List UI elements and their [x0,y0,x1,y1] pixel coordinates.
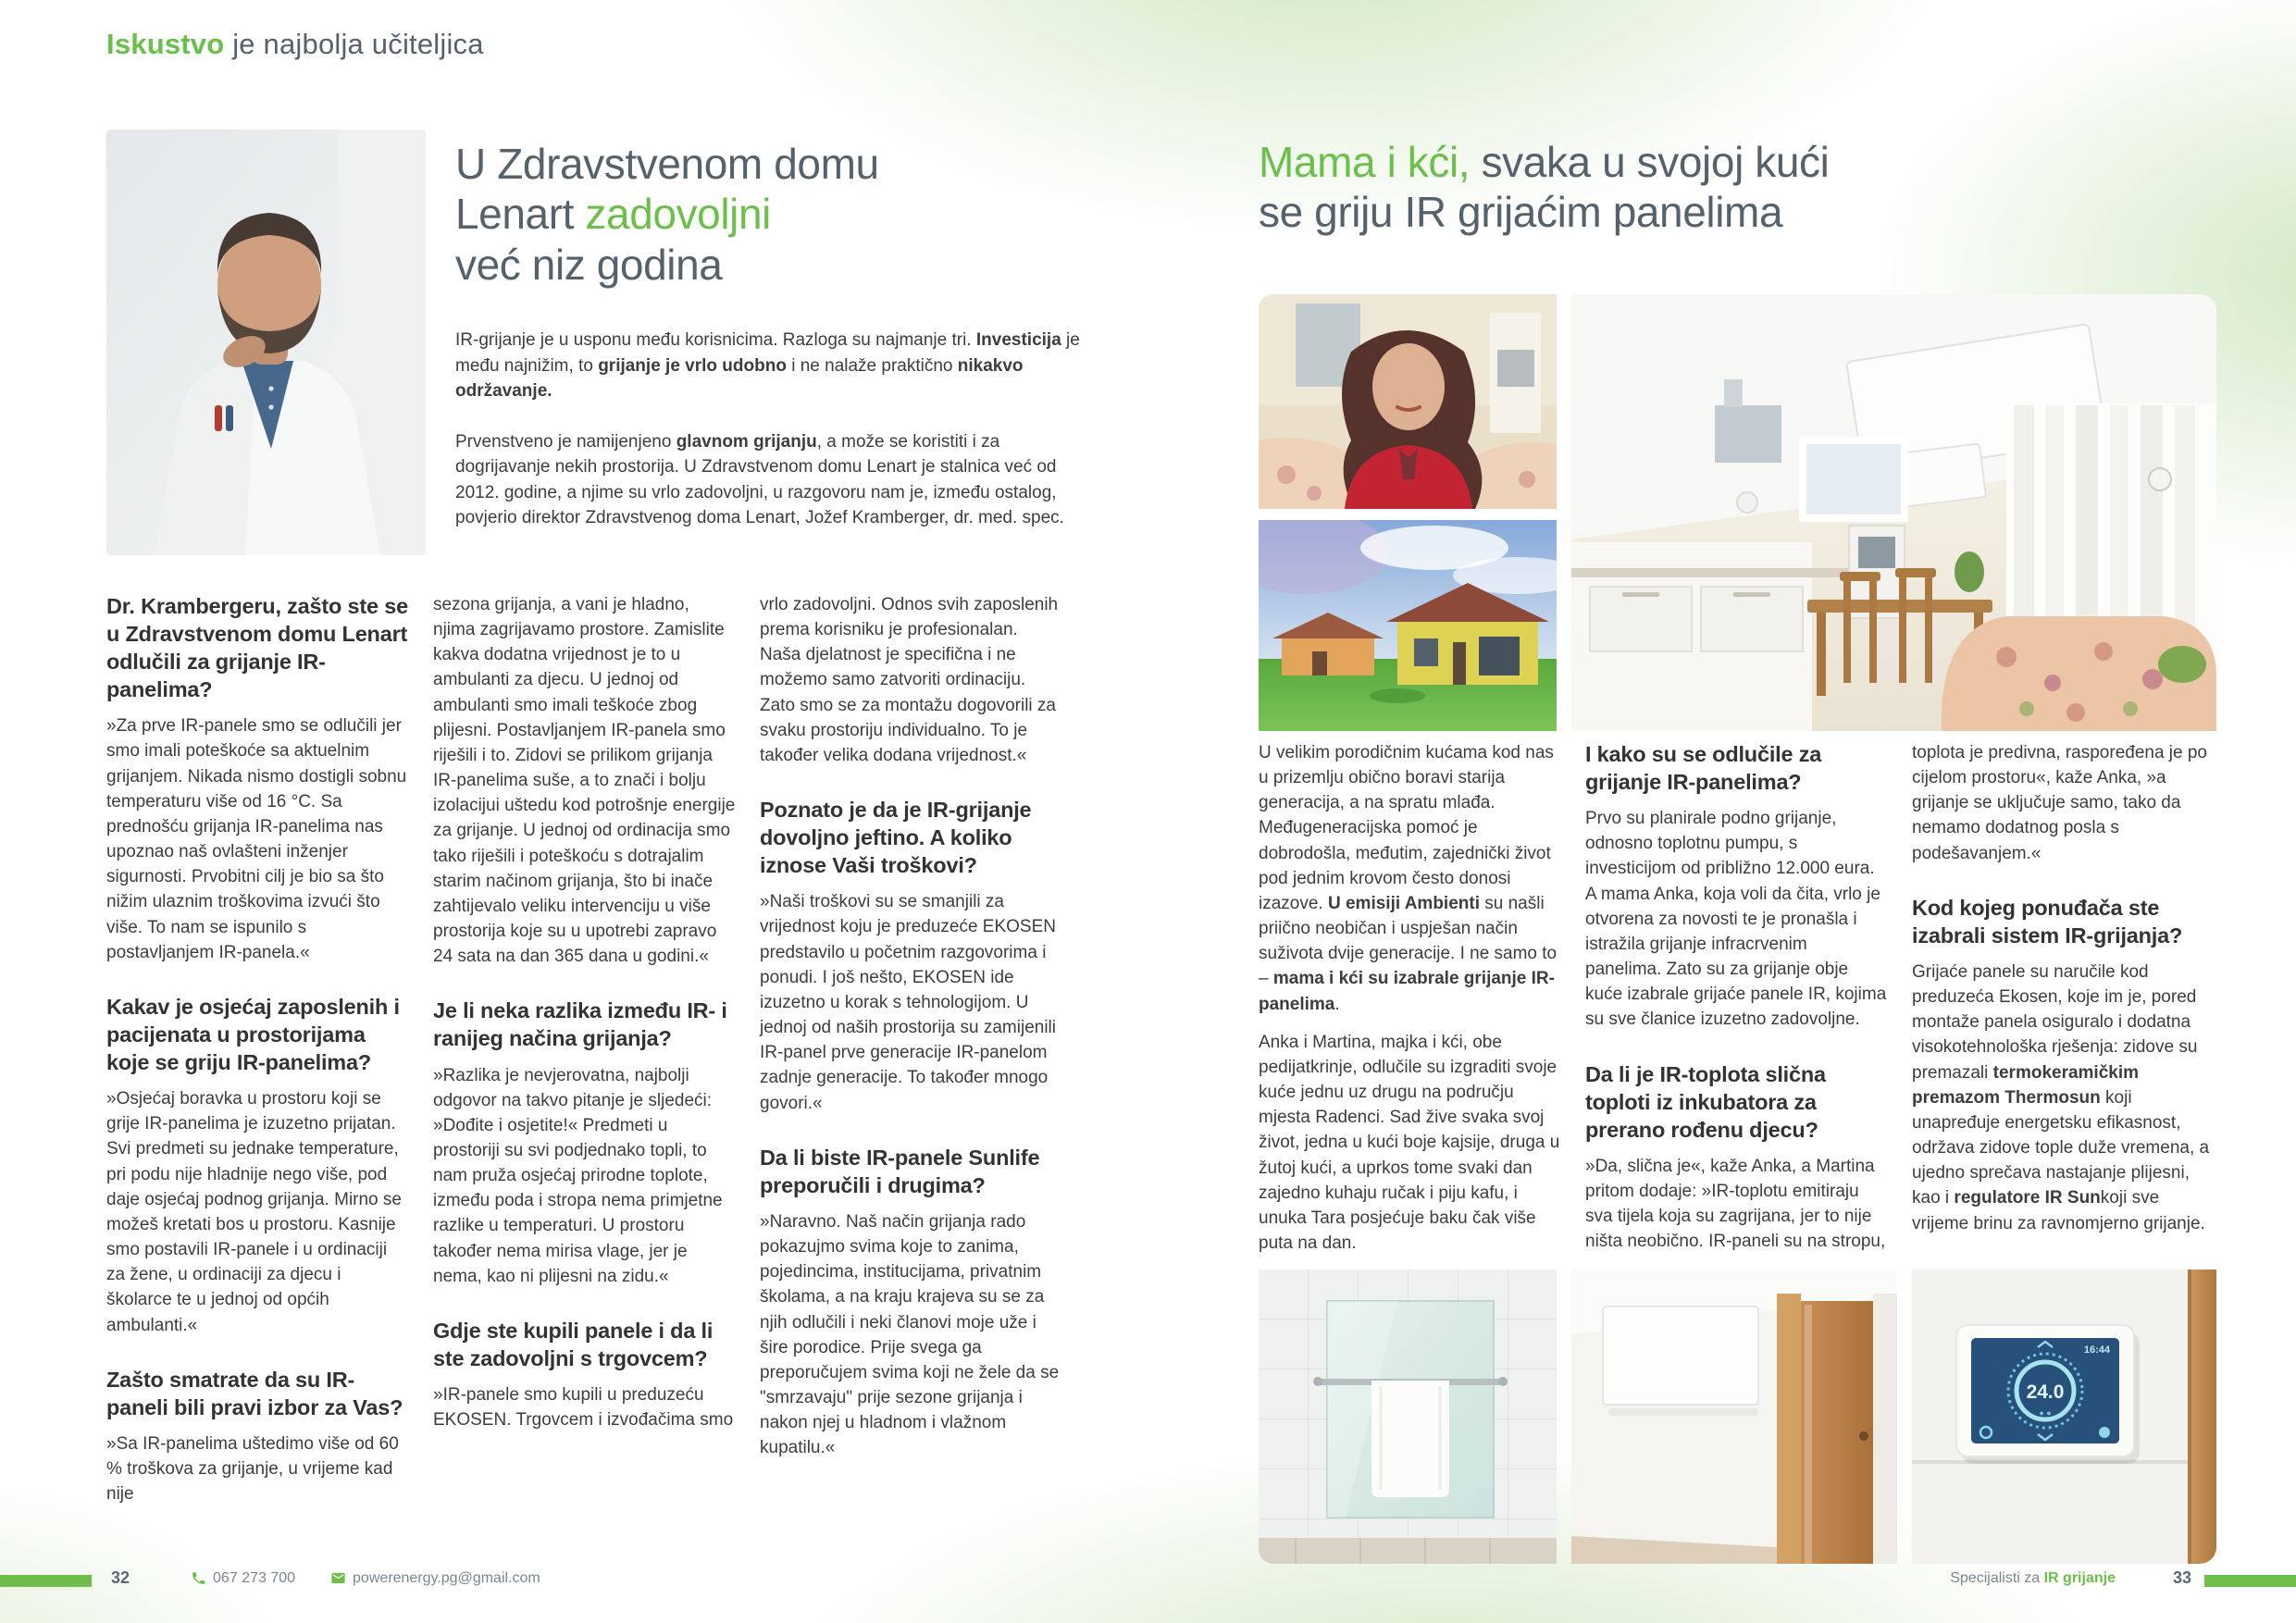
question-heading: Kakav je osjećaj zaposlenih i pacijenata u prostorijama koje se griju IR-panelima? [106,994,400,1075]
right-article-columns [1259,740,2216,1269]
left-article-intro [455,328,1081,556]
photo-bathroom-towel-panel [1259,1270,1557,1564]
right-column-1 [1259,740,1561,1269]
phone-icon [191,1570,206,1586]
left-title-line2-green: zadovoljni [585,190,771,239]
answer-paragraph: Prvo su planirale podno grijanje, odnosno toplotnu pumpu, s investicijom od približno 12.000 eura. A mama Anka, koja voli da čita, vrlo je otvorena za novosti te je pronašla i istražila grijanje infracrvenim panelima. Zato su za grijanje obje kuće izabrale grijaće panele IR, kojima su sve članice izuzetno zadovoljne. [1585,809,1887,1030]
answer-paragraph: »Za prve IR-panele smo se odlučili jer smo imali poteškoće sa aktuelnim grijanjem. Nikada nismo dostigli sobnu temperaturu više od 16 °C. Sa prednošću grijanja IR-panelima nas upoznao naš ovlašteni inženjer sigurnosti. Prvobitni cilj je bio sa što nižim ulaznim troškovima izvući što više. To nam se ispunilo s postavljanjem IR-panela.« [106,716,407,962]
question-heading: I kako su se odlučile za grijanje IR-panelima? [1585,742,1822,795]
question-heading: Da li je IR-toplota slična toploti iz inkubatora za prerano rođenu djecu? [1585,1061,1826,1142]
left-article-title [455,139,879,290]
question-heading: Poznato je da je IR-grijanje dovoljno jeftino. A koliko iznose Vaši troškovi? [760,798,1032,878]
email-address: powerenergy.pg@gmail.com [353,1569,540,1586]
left-column-3 [760,592,1062,1519]
left-article-columns [106,592,1064,1519]
specialists-green: IR grijanje [2043,1569,2116,1586]
answer-paragraph-continued: vrlo zadovoljni. Odnos svih zaposlenih prema korisniku je profesionalan. Naša djelatnost je specifična i ne možemo samo zatvoriti ordinaciju. Zato smo se za montažu dogovorili za svaku prostoriju individualno. To je također velika dodana vrijednost.« [760,595,1059,765]
answer-paragraph: »Da, slična je«, kaže Anka, a Martina pritom dodaje: »IR-toplotu emitiraju sva tijela koja su zagrijana, jer to nije ništa neobično. IR-paneli su na stropu, [1585,1156,1886,1252]
answer-paragraph-continued: toplota je predivna, raspoređena je po cijelom prostoru«, kaže Anka, »a grijanje se uključuje samo, tako da nemamo dodatnog posla s podešavanjem.« [1912,743,2208,863]
mail-icon [330,1570,346,1586]
question-heading: Zašto smatrate da su IR-paneli bili pravi izbor za Vas? [106,1367,403,1419]
intro-paragraph-2: Prvenstveno je namijenjeno glavnom grijanju, a može se koristiti i za dogrijavanje nekih prostorija. U Zdravstvenom domu Lenart je stalnica već od 2012. godine, a njime su vrlo zadovoljni, u razgovoru nam je, između ostalog, povjerio direktor Zdravstvenog doma Lenart, Jožef Kramberger, dr. med. spec. [455,431,1064,528]
left-column-2 [433,592,736,1519]
footer-right [1758,1568,2191,1588]
lead-paragraph: U velikim porodičnim kućama kod nas u prizemlju obično boravi starija generacija, a na spratu mlađa. Međugeneracijska pomoć je dobrodošla, međutim, zajednički život pod jednim krovom često donosi izazove. U emisiji Ambienti su našli priično neobičan i uspješan način suživota dvije generacije. I ne samo to – mama i kći su izabrale grijanje IR-panelima. [1259,743,1558,1014]
right-title-line1: svaka u svojoj kući [1470,138,1830,186]
answer-paragraph-continued: sezona grijanja, a vani je hladno, njima zagrijavamo prostore. Zamislite kakva dodatna vrijednost je to u ambulanti za djecu. U jednoj od ambulanti smo imali teškoće zbog plijesni. Postavljanjem IR-panela smo riješili i to. Zidovi se prilikom grijanja IR-panelima suše, a to znači i bolju izolacijui uštedu kod potrošnje energije za grijanje. U jednoj od ordinacija smo tako riješili i poteškoću s dotrajalim starim načinom grijanja, što bi inače zahtijevalo veliku intervenciju u više prostorija koje su u upotrebi zapravo 24 sata na dan 365 dana u godini.« [433,595,736,967]
footer-email[interactable] [330,1570,540,1587]
footer-bar-right [2204,1575,2296,1587]
photo-doctor-portrait [106,130,426,555]
specialists-tagline [1950,1570,2116,1587]
answer-paragraph: Grijaće panele su naručile kod preduzeća Ekosen, koje im je, pored montaže panela osiguralo i dodatna visokotehnološka rješenja: zidove su premazali termokeramičkim premazom Thermosun koji unapređuje energetsku efikasnost, održava zidove tople duže vremena, a ujedno sprečava nastajanje plijesni, kao i regulatore IR Sunkoji sve vrijeme brinu za ravnomjerno grijanje. [1912,961,2210,1233]
left-title-line3: već niz godina [455,240,723,289]
masthead-rest: je najbolja učiteljica [224,28,484,60]
question-heading: Je li neka razlika između IR- i ranijeg načina grijanja? [433,998,727,1051]
intro-paragraph-1: IR-grijanje je u usponu među korisnicima. Razloga su najmanje tri. Investicija je među najnižim, to grijanje je vrlo udobno i ne nalaže praktično nikakvo održavanje. [455,330,1080,402]
left-title-line1: U Zdravstvenom domu [455,140,879,188]
answer-paragraph: »Naši troškovi su se smanjili za vrijednost koju je preduzeće EKOSEN predstavilo u početnim razgovorima i ponudi. I još nešto, EKOSEN ide izuzetno u korak s tehnologijom. U jednoj od naših prostorija su zamijenili IR-panel prve generacije IR-panelom zadnje generacije. To također mnogo govori.« [760,892,1057,1113]
phone-number: 067 273 700 [213,1569,296,1586]
svg-text:● ●: ● ● [2039,1408,2052,1418]
thermostat-time-readout: 16:44 [2083,1344,2110,1356]
gear-icon [2099,1427,2110,1438]
right-article-title [1259,137,1829,238]
masthead-highlight: Iskustvo [106,28,225,60]
question-heading: Kod kojeg ponuđača ste izabrali sistem IR-grijanja? [1912,895,2183,948]
right-column-3 [1912,740,2215,1269]
left-title-line2a: Lenart [455,190,586,239]
left-column-1 [106,592,409,1519]
photo-yellow-houses [1259,520,1557,731]
question-heading: Gdje ste kupili panele i da li ste zadovoljni s trgovcem? [433,1318,714,1370]
question-heading: Dr. Krambergeru, zašto ste se u Zdravstvenom domu Lenart odlučili za grijanje IR-panelima? [106,594,408,702]
page-number-left: 32 [111,1568,130,1587]
answer-paragraph: »Sa IR-panelima uštedimo više od 60 % troškova za grijanje, u vrijeme kad nije [106,1433,399,1505]
masthead [106,28,484,61]
photo-wall-thermostat [1912,1270,2216,1564]
body-paragraph: Anka i Martina, majka i kći, obe pedijatkrinje, odlučile su izgraditi svoje kuće jednu uz drugu na području mjesta Radenci. Sad žive svaka svoj život, jedna u kući boje kajsije, druga u žutoj kući, a uprkos tome svaki dan zajedno kuhaju ručak i piju kafu, i unuka Tara posjećuje baku čak više puta na dan. [1259,1032,1560,1253]
photo-woman-portrait [1259,294,1557,509]
thermostat-temperature-readout: 24.0 [2026,1381,2065,1403]
footer-phone[interactable] [191,1570,295,1587]
right-column-2 [1585,740,1888,1269]
question-heading: Da li biste IR-panele Sunlife preporučili i drugima? [760,1145,1040,1197]
answer-paragraph: »IR-panele smo kupili u preduzeću EKOSEN. Trgovcem i izvođačima smo [433,1385,734,1431]
right-title-line2: se griju IR grijaćim panelima [1259,188,1783,237]
page-number-right: 33 [2172,1568,2191,1587]
right-title-green: Mama i kći, [1259,138,1471,186]
footer-left [111,1568,540,1588]
specialists-pre: Specijalisti za [1950,1569,2044,1586]
photo-room-ceiling-panel [1571,1270,1897,1564]
footer-bar-left [0,1575,92,1587]
answer-paragraph: »Osjećaj boravka u prostoru koji se grije IR-panelima je izuzetno prijatan. Svi predmeti su jednake temperature, pri podu nije hladnije nego više, pod daje osjećaj podnog grijanja. Mirno se možeš kretati bos u prostoru. Kasnije smo postavili IR-panele i u ordinaciji za žene, u ordinaciji za djecu i školarce te u jednoj od općih ambulanti.« [106,1089,402,1335]
photo-kitchen-interior [1571,294,2216,731]
answer-paragraph: »Naravno. Naš način grijanja rado pokazujmo svima koje to zanima, pojedincima, institucijama, privatnim školama, a na kraju krajeva su se za njih odlučili i neki članovi moje uže i šire porodice. Prije svega ga preporučujem svima koji ne žele da se "smrzavaju" prije sezone grijanja i nakon njej u hladnom i vlažnom kupatilu.« [760,1211,1060,1458]
answer-paragraph: »Razlika je nevjerovatna, najbolji odgovor na takvo pitanje je sljedeći: »Dođite i osjetite!« Predmeti u prostoriji su svi podjednako topli, to nam pruža osjećaj prirodne toplote, između poda i stropa nema primjetne razlike u temperaturi. U prostoru također nema mirisa vlage, jer je nema, kao ni plijesni na zidu.« [433,1065,723,1286]
